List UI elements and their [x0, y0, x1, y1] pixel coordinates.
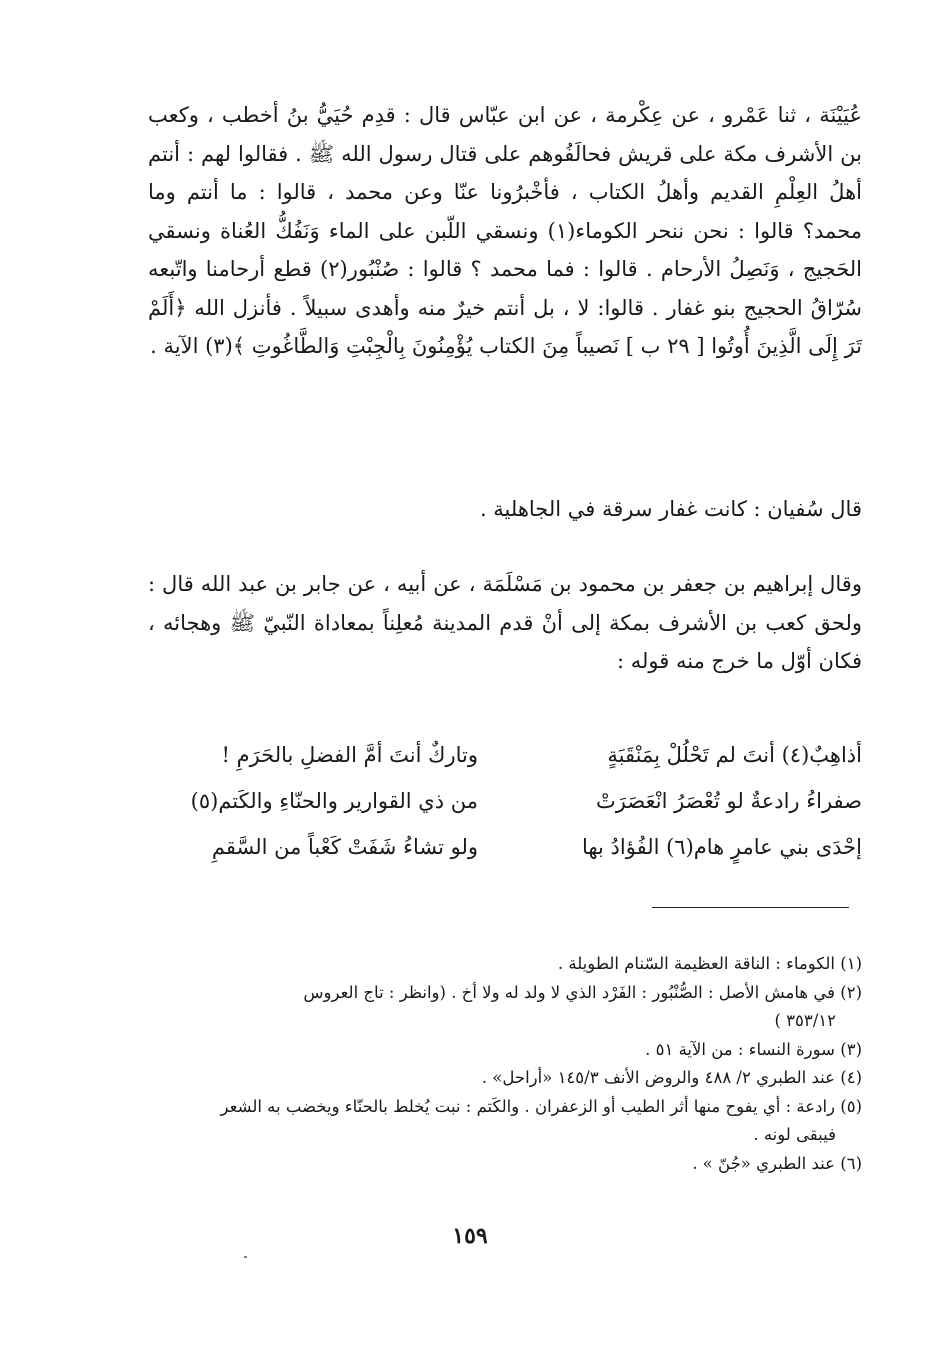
- page-number: ١٥٩: [452, 1223, 488, 1249]
- verse-first-hemistich: صفراءُ رادعةٌ لو تُعْصَرُ انْعَصَرَتْ: [596, 789, 862, 813]
- verse-second-hemistich: ولو تشاءُ شَفَتْ كَعْباً من السَّقمِ: [211, 835, 478, 859]
- footnote-continuation: ٣٥٣/١٢ ): [774, 1011, 836, 1030]
- verse-second-hemistich: من ذي القوارير والحنّاءِ والكَتم(٥): [190, 789, 478, 813]
- poem: [148, 732, 862, 870]
- poem-verse: [148, 778, 862, 824]
- scan-speck: [244, 1256, 247, 1258]
- paragraph-text: قال سُفيان : كانت غفار سرقة في الجاهلية .: [479, 497, 862, 521]
- footnote: (٥) رادعة : أي يفوح منها أثر الطيب أو الزعفران . والكَتم : نبت يُخلط بالحنّاء ويخضب به الشعر: [220, 1096, 862, 1116]
- paragraph-text: وقال إبراهيم بن جعفر بن محمود بن مَسْلَمَة ، عن أبيه ، عن جابر بن عبد الله قال : ولحق كعب بن الأشرف بمكة إلى أنْ قدم المدينة مُعلِناً بمعاداة النّبيّ ﷺ وهجائه ، فكان أوّل ما خرج منه قوله :: [148, 572, 862, 673]
- footnote: (١) الكوماء : الناقة العظيمة السّنام الطويلة .: [557, 954, 862, 973]
- ibrahim-paragraph: [148, 565, 862, 681]
- footnote: (٤) عند الطبري ٢/ ٤٨٨ والروض الأنف ١٤٥/٣ «أراحل» .: [481, 1068, 862, 1087]
- sufyan-paragraph: [148, 490, 862, 529]
- poem-verse: [148, 824, 862, 870]
- footnote-divider: [652, 907, 849, 908]
- poem-verse: [148, 732, 862, 778]
- footnote: (٢) في هامش الأصل : الصُّنْبُور : الفَرْد الذي لا ولد له ولا أخ . (وانظر : تاج العروس: [303, 982, 862, 1002]
- paragraph-text: عُيَيْنَة ، ثنا عَمْرو ، عن عِكْرمة ، عن ابن عبّاس قال : قدِم حُيَيُّ بنُ أخطب ، وكعب بن الأشرف مكة على قريش فحالَفُوهم على قتال رسول الله ﷺ . فقالوا لهم : أنتم أهلُ العِلْمِ القديم وأهلُ الكتاب ، فأخْبرُونا عنّا وعن محمد ، قالوا : ما أنتم وما محمد؟ قالوا : نحن ننحر الكوماء(١) ونسقي اللّبن على الماء وَنَفُكُّ العُناة ونسقي الحَجيج ، وَنَصِلُ الأرحام . قالوا : فما محمد ؟ قالوا : صُنْبُور(٢) قطع أرحامنا واتّبعه سُرّاقُ الحجيج بنو غفار . قالوا: لا ، بل أنتم خيرٌ منه وأهدى سبيلاً . فأنزل الله ﴿أَلَمْ تَرَ إِلَى الَّذِينَ أُوتُوا [ ٢٩ ب ] نَصيباً مِنَ الكتاب يُؤْمِنُونَ بِالْجِبْتِ وَالطَّاغُوتِ ﴾(٣) الآية .: [148, 103, 863, 358]
- footnote: (٣) سورة النساء : من الآية ٥١ .: [645, 1039, 862, 1059]
- footnote-continuation: فيبقى لونه .: [753, 1125, 836, 1144]
- verse-first-hemistich: أذاهِبٌ(٤) أنتَ لم تَحْلُلْ بِمَنْقَبَةٍ: [607, 743, 862, 767]
- main-paragraph: [148, 96, 862, 366]
- footnotes: [148, 950, 862, 1178]
- verse-first-hemistich: إحْدَى بني عامرٍ هام(٦) الفُؤادُ بها: [581, 835, 862, 859]
- footnote: (٦) عند الطبري «جُنّ » .: [692, 1153, 862, 1173]
- verse-second-hemistich: وتاركٌ أنتَ أمَّ الفضلِ بالحَرَمِ !: [221, 743, 478, 767]
